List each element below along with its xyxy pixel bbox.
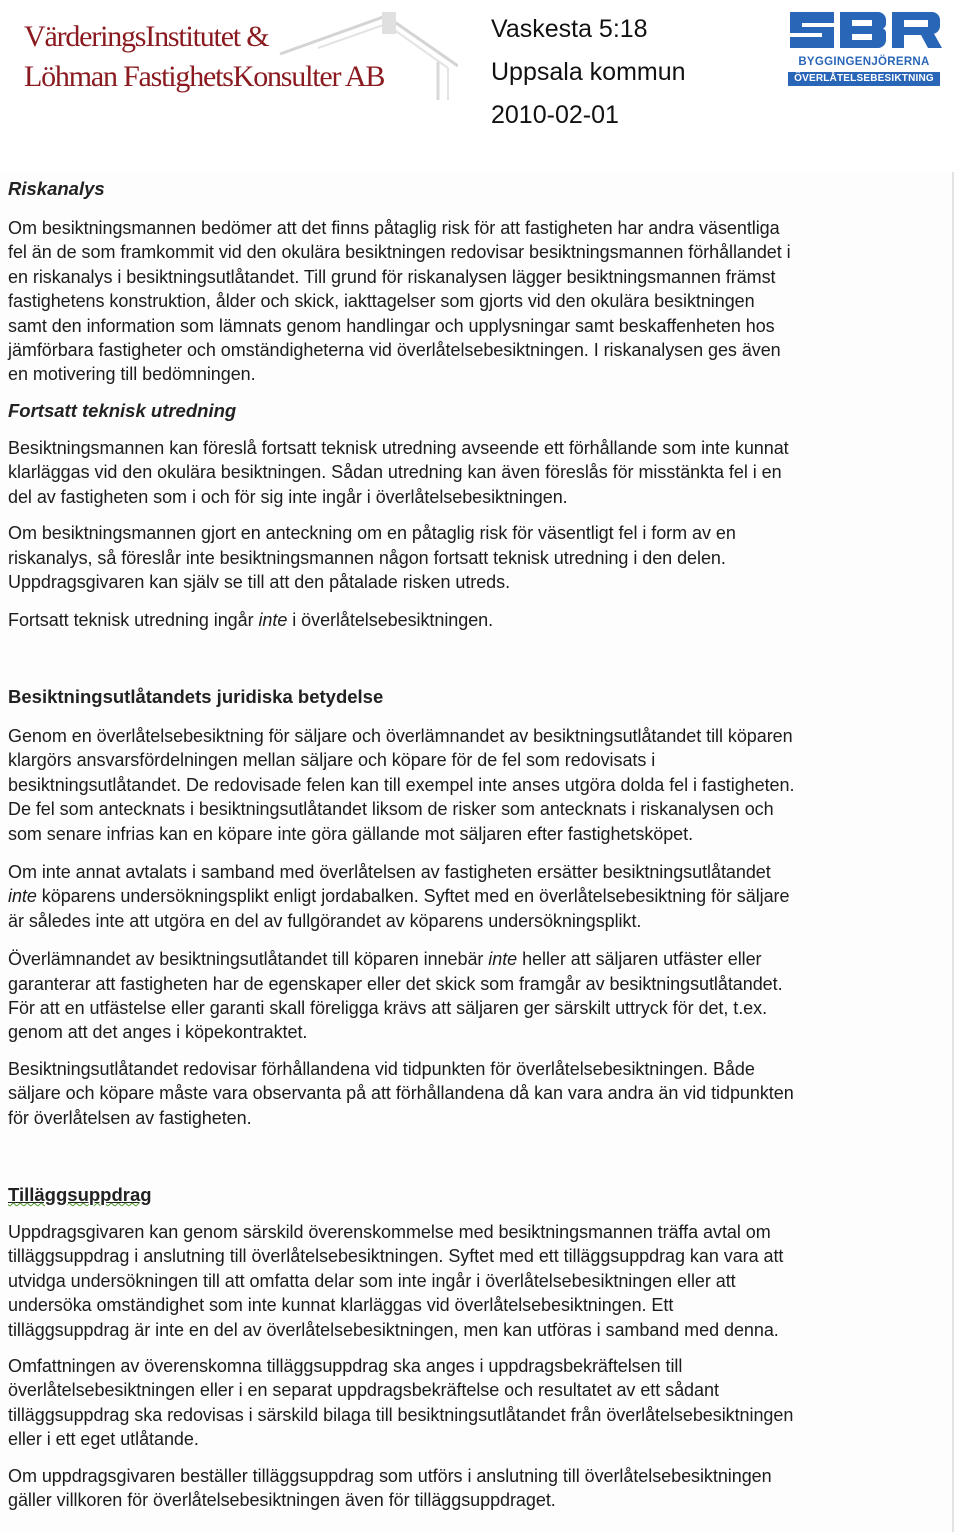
italic-text: inte [8,886,37,907]
riskanalys-paragraph [8,216,948,387]
fortsatt-paragraph-1 [8,436,948,509]
text-line: För att en utfästelse eller garanti skall föreligga krävs att säljaren ger särskilt uttryck för det, t.ex. [8,998,768,1019]
juridiska-paragraph-4 [8,1057,948,1130]
text-line: Om besiktningsmannen gjort en anteckning om en påtaglig risk för väsentligt fel i form av en [8,523,736,544]
text-line: genom att det anges i köpekontraktet. [8,1022,308,1043]
scanned-page [0,172,954,1532]
text-line: del av fastigheten som i och för sig inte ingår i överlåtelsebesiktningen. [8,486,568,507]
section-tillaggsuppdrag [8,1184,948,1512]
heading-juridiska-betydelse: Besiktningsutlåtandets juridiska betydelse [8,686,384,707]
tillagg-paragraph-3 [8,1464,948,1513]
text-line: en motivering till bedömningen. [8,364,256,385]
juridiska-paragraph-1 [8,724,948,846]
text-line: jämförbara fastigheter och omständigheterna vid överlåtelsebesiktningen. I riskanalysen ges även [8,340,781,361]
text-line: utvidga undersökningen till att omfatta delar som inte ingår i överlåtelsebesiktningen eller att [8,1270,736,1291]
report-date: 2010-02-01 [491,101,619,129]
text-line: tilläggsuppdrag är inte en del av överlåtelsebesiktningen, men kan utföras i samband med denna. [8,1319,779,1340]
text-line: De fel som antecknats i besiktningsutlåtandet liksom de risker som antecknats i riskanalysen och [8,799,774,820]
text-line: Om uppdragsgivaren beställer tilläggsuppdrag som utförs i anslutning till överlåtelsebesiktningen [8,1465,772,1486]
text-span: Fortsatt teknisk utredning ingår [8,610,259,631]
text-line: Omfattningen av överenskomna tilläggsuppdrag ska anges i uppdragsbekräftelsen till [8,1356,683,1377]
vlfk-logo [18,10,458,102]
header-info [491,8,686,137]
property-address: Vaskesta 5:18 [491,15,648,43]
text-line: tilläggsuppdrag ska redovisas i särskild bilaga till besiktningsutlåtandet från överlåtelsebesiktningen [8,1404,794,1425]
text-line: eller i ett eget utlåtande. [8,1429,199,1450]
fortsatt-paragraph-3 [8,608,948,632]
text-line: gäller villkoren för överlåtelsebesiktningen även för tilläggsuppdraget. [8,1490,556,1511]
text-line: är således inte att utgöra en del av fullgörandet av köparens undersökningsplikt. [8,910,642,931]
document-header [0,0,960,140]
text-span: Överlämnandet av besiktningsutlåtandet till köparen innebär [8,949,489,970]
sbr-letters-icon [786,6,942,54]
heading-tillaggsuppdrag [8,1184,948,1206]
italic-text: inte [258,610,288,631]
text-line: klarläggas vid den okulära besiktningen. Sådan utredning kan även föreslås för misstänkta fel i en [8,462,782,483]
text-line: som senare infrias kan en köpare inte göra gällande mot säljaren efter fastighetsköpet. [8,823,694,844]
text-span: heller att säljaren utfäster eller [517,949,762,970]
text-line: klargörs ansvarsfördelningen mellan säljare och köpare för de fel som redovisats i [8,750,656,771]
sbr-logo [786,6,942,90]
text-line: Genom en överlåtelsebesiktning för säljare och överlämnandet av besiktningsutlåtandet till köparen [8,726,793,746]
italic-text: inte [488,949,518,970]
logo-line-2: Löhman FastighetsKonsulter AB [24,60,385,93]
text-line: säljare och köpare måste vara observanta på att förhållandena då kan vara andra än vid tidpunkten [8,1083,794,1104]
heading-riskanalys: Riskanalys [8,178,105,199]
text-line: en riskanalys i besiktningsutlåtandet. Till grund för riskanalysen lägger besiktningsmannen främst [8,266,776,287]
text-line: Uppdragsgivaren kan genom särskild överenskommelse med besiktningsmannen träffa avtal om [8,1222,771,1242]
municipality: Uppsala kommun [491,58,686,86]
sbr-tagline: ÖVERLÅTELSEBESIKTNING [788,72,940,86]
text-line: samt den information som lämnats genom handlingar och upplysningar samt beskaffenheten hos [8,315,775,336]
text-line: garanterar att fastigheten har de egenskaper eller det skick som framgår av besiktningsutlåtandet. [8,973,783,994]
section-fortsatt-utredning [8,400,948,633]
text-line: för överlåtelsen av fastigheten. [8,1107,252,1128]
text-line: besiktningsutlåtandet. De redovisade felen kan till exempel inte anses utgöra dolda fel i fastigheten. [8,774,795,795]
text-line: Besiktningsmannen kan föreslå fortsatt teknisk utredning avseende ett förhållande som inte kunnat [8,438,789,458]
text-line [8,947,948,971]
text-line: överlåtelsebesiktningen eller i en separat uppdragsbekräftelse och resultatet av ett sådant [8,1380,719,1401]
text-span: köparens undersökningsplikt enligt jordabalken. Syftet med en överlåtelsebesiktning för säljare [36,886,790,907]
text-line: riskanalys, så föreslår inte besiktningsmannen någon fortsatt teknisk utredning i den delen. [8,547,726,568]
juridiska-paragraph-3 [8,947,948,1045]
text-line: Besiktningsutlåtandet redovisar förhållandena vid tidpunkten för överlåtelsebesiktningen. Både [8,1058,755,1079]
section-juridiska-betydelse [8,686,948,1130]
tillagg-paragraph-1 [8,1220,948,1342]
text-line: fastighetens konstruktion, ålder och skick, iakttagelser som gjorts vid den okulära besiktningen [8,291,755,312]
text-line: tilläggsuppdrag i anslutning till överlåtelsebesiktningen. Syftet med ett tilläggsuppdrag kan vara att [8,1246,784,1267]
text-line [8,884,948,908]
fortsatt-paragraph-2 [8,521,948,594]
text-span: i överlåtelsebesiktningen. [287,610,494,631]
text-line: Om besiktningsmannen bedömer att det finns påtaglig risk för att fastigheten har andra väsentliga [8,218,780,238]
juridiska-paragraph-2 [8,860,948,933]
sbr-brand-name: BYGGINGENJÖRERNA [798,56,930,68]
tillagg-paragraph-2 [8,1354,948,1452]
text-line: Uppdragsgivaren kan själv se till att den påtalade risken utreds. [8,572,511,593]
heading-fortsatt-utredning: Fortsatt teknisk utredning [8,400,237,421]
heading-text: Tilläggsuppdrag [8,1184,152,1205]
text-line [8,608,948,632]
text-line: fel än de som framkommit vid den okulära besiktningen redovisar besiktningsmannen förhållandet i [8,242,791,263]
text-line: Om inte annat avtalats i samband med överlåtelsen av fastigheten ersätter besiktningsutlåtandet [8,862,771,883]
text-line: undersöka omständighet som inte kunnat klarläggas vid överlåtelsebesiktningen. Ett [8,1295,674,1316]
section-riskanalys [8,178,948,387]
logo-line-1: VärderingsInstitutet & [24,20,269,53]
